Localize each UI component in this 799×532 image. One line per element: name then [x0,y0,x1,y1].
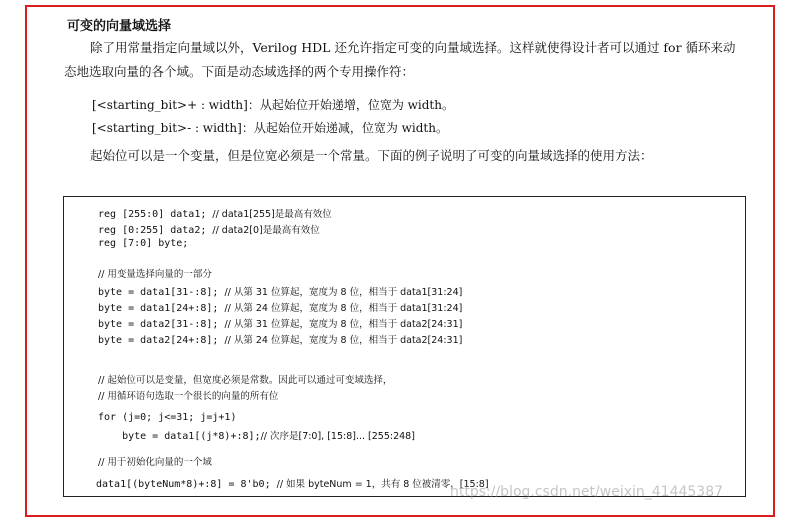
code-line-sel3: byte = data2[31-:8]; // 从第 31 位算起，宽度为 8 位，相当于 data2[24:31] [98,319,463,330]
code-comment-loop: // 用循环语句选取一个很长的向量的所有位 [98,391,279,402]
code-line-sel1: byte = data1[31-:8]; // 从第 31 位算起，宽度为 8 位，相当于 data1[31:24] [98,287,463,298]
code-line-decl2: reg [0:255] data2; // data2[0]是最高有效位 [98,225,320,236]
code-comment-init: // 用于初始化向量的一个域 [98,457,212,468]
code-comment-start-var: // 起始位可以是变量，但宽度必须是常数。因此可以通过可变域选择， [98,375,393,386]
intro-paragraph-text: 除了用常量指定向量域以外，Verilog HDL 还允许指定可变的向量域选择。这样就使得设计者可以通过 for 循环来动态地选取向量的各个域。下面是动态域选择的两个专用操作符： [64,40,736,79]
intro-paragraph [64,36,744,84]
syntax-increment: [<starting_bit>+ : width]：从起始位开始递增，位宽为 width。 [92,98,454,112]
code-comment-select: // 用变量选择向量的一部分 [98,269,212,280]
code-line-sel2: byte = data1[24+:8]; // 从第 24 位算起，宽度为 8 位，相当于 data1[31:24] [98,303,463,314]
code-line-decl1: reg [255:0] data1; // data1[255]是最高有效位 [98,209,332,220]
code-line-for-body: byte = data1[(j*8)+:8];// 次序是[7:0], [15:8]... [255:248] [98,431,415,442]
usage-paragraph-text: 起始位可以是一个变量，但是位宽必须是一个常量。下面的例子说明了可变的向量域选择的使用方法： [90,148,653,163]
code-line-sel4: byte = data2[24+:8]; // 从第 24 位算起，宽度为 8 位，相当于 data2[24:31] [98,335,463,346]
code-line-for: for (j=0; j<=31; j=j+1) [98,412,237,423]
section-title: 可变的向量域选择 [67,19,172,34]
watermark: https://blog.csdn.net/weixin_41445387 [450,484,724,500]
code-line-init: data1[(byteNum*8)+:8] = 8'b0; // 如果 byteNum = 1，共有 8 位被清零，[15:8] [96,479,489,490]
syntax-decrement: [<starting_bit>- : width]：从起始位开始递减，位宽为 width。 [92,121,448,135]
usage-paragraph [64,144,744,168]
code-line-decl3: reg [7:0] byte; [98,238,189,249]
